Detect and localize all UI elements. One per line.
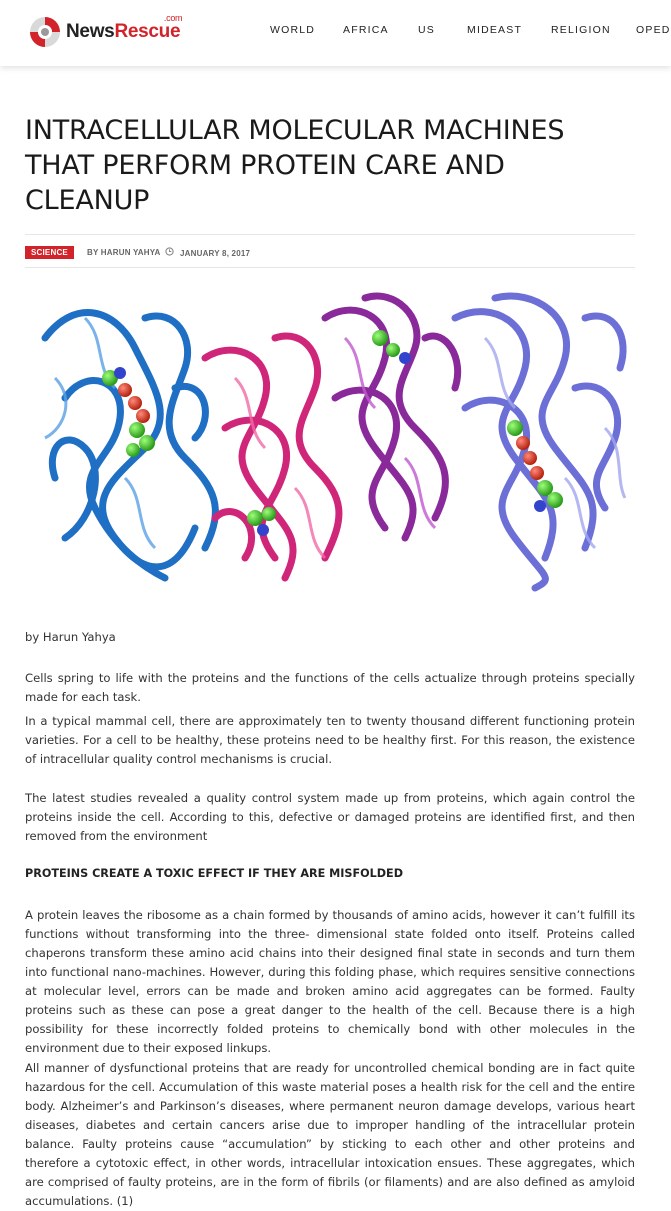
article-title: INTRACELLULAR MOLECULAR MACHINES THAT PERFORM PROTEIN CARE AND CLEANUP xyxy=(25,115,565,216)
paragraph-2: In a typical mammal cell, there are approximately ten to twenty thousand different functioning protein varieties. For a cell to be healthy, these proteins need to be healthy first. For this reason, the existence of intracellular quality control mechanisms is crucial. xyxy=(25,714,635,766)
nav-item-africa[interactable]: AFRICA xyxy=(343,24,389,36)
category-badge[interactable]: SCIENCE xyxy=(25,246,74,259)
logo-rescue-text: Rescue xyxy=(114,21,181,42)
site-header xyxy=(0,0,671,66)
logo-dotcom-text: .com xyxy=(163,13,183,23)
paragraph-5: All manner of dysfunctional proteins that are ready for uncontrolled chemical bonding are in fact quite hazardous for the cell. Accumulation of this waste material poses a health risk for the cell and the entire body. Alzheimer’s and Parkinson’s diseases, where permanent neuron damage develops, various heart diseases, diabetes and certain cancers arise due to improper handling of the intracellular protein balance. Faulty proteins cause “accumulation” by sticking to each other and other proteins and therefore a cytotoxic effect, in other words, intracellular intoxication ensues. These aggregates, which are comprised of faulty proteins, are in the form of fibrils (or filaments) and are also defined as amyloid accumulations. (1) xyxy=(25,1061,635,1208)
meta-date-text: JANUARY 8, 2017 xyxy=(180,249,251,258)
logo-news-text: News xyxy=(66,21,115,42)
hero-protein-image xyxy=(25,278,635,600)
nav-item-us[interactable]: US xyxy=(418,24,435,36)
nav-item-mideast[interactable]: MIDEAST xyxy=(467,24,523,36)
main-nav xyxy=(0,24,671,38)
paragraph-4: A protein leaves the ribosome as a chain formed by thousands of amino acids, however it can’t fulfill its functions without transforming into the three- dimensional state folded onto itself. Proteins called chaperons transform these amino acid chains into their designed final state in seconds and turn them into functional nano-machines. However, during this folding phase, which requires sensitive connections at molecular level, errors can be made and broken amino acid aggregates can be formed. Faulty proteins such as these can pose a great danger to the health of the cell. Because there is a high possibility for these incorrectly folded proteins to chemically bond with other molecules in the environment due to their exposed linkups. xyxy=(25,908,635,1055)
clock-icon xyxy=(165,247,174,256)
meta-author[interactable]: BY HARUN YAHYA xyxy=(87,248,161,257)
paragraph-1: Cells spring to life with the proteins and the functions of the cells actualize through proteins specially made for each task. xyxy=(25,671,635,704)
article-byline: by Harun Yahya xyxy=(25,630,116,644)
article-meta xyxy=(25,234,635,268)
nav-item-world[interactable]: WORLD xyxy=(270,24,316,36)
meta-date xyxy=(167,248,250,258)
nav-item-religion[interactable]: RELIGION xyxy=(551,24,611,36)
section-heading: PROTEINS CREATE A TOXIC EFFECT IF THEY ARE MISFOLDED xyxy=(25,867,403,880)
paragraph-3: The latest studies revealed a quality control system made up from proteins, which again control the proteins inside the cell. According to this, defective or damaged proteins are identified first, and then removed from the environment xyxy=(25,791,635,843)
nav-item-oped[interactable]: OPED xyxy=(636,24,671,36)
